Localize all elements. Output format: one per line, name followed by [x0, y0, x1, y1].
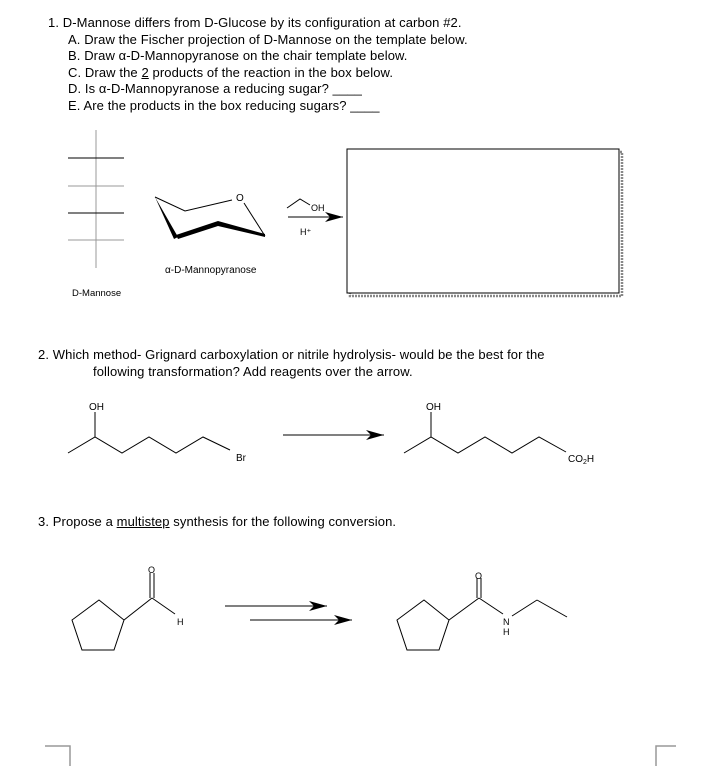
question-1-stem: 1. D-Mannose differs from D-Glucose by its configuration at carbon #2.: [48, 15, 462, 30]
bromo-alcohol-structure: [68, 412, 230, 453]
chair-ring-oxygen: O: [236, 193, 244, 204]
question-2-line1: 2. Which method- Grignard carboxylation or nitrile hydrolysis- would be the best for the: [38, 347, 545, 362]
hydroxy-acid-structure: [404, 412, 566, 453]
bromine-label: Br: [236, 453, 246, 464]
question-3-post: synthesis for the following conversion.: [169, 514, 397, 529]
question-3-pre: 3. Propose a: [38, 514, 117, 529]
product-oh-label: OH: [426, 402, 441, 413]
amide-nitrogen-label: N: [503, 617, 510, 627]
question-1d: D. Is α-D-Mannopyranose a reducing sugar? ____: [68, 81, 362, 96]
fischer-label: D-Mannose: [72, 288, 122, 299]
answer-box[interactable]: [347, 149, 622, 296]
reagent-oh: OH: [311, 203, 325, 213]
aldehyde-h-label: H: [177, 617, 184, 627]
corner-mark-left: [45, 746, 70, 766]
fischer-projection-template[interactable]: [68, 130, 124, 268]
chair-label: α-D-Mannopyranose: [165, 265, 257, 276]
amide-structure: [397, 578, 567, 650]
question-1c-number: 2: [141, 65, 149, 80]
aldehyde-oxygen-label: O: [148, 565, 156, 575]
chair-template[interactable]: [155, 193, 265, 239]
aldehyde-structure: [72, 573, 175, 650]
subscript-2: 2: [583, 459, 587, 466]
co-text: CO: [568, 454, 583, 465]
question-1c-post: products of the reaction in the box below.: [148, 65, 394, 80]
amide-oxygen-label: O: [475, 571, 483, 581]
catalyst-label: H⁺: [300, 227, 312, 237]
ethanol-structure: [287, 199, 310, 208]
question-2-line2: following transformation? Add reagents over the arrow.: [93, 364, 413, 379]
h-text: H: [586, 454, 595, 465]
question-1b: B. Draw α-D-Mannopyranose on the chair template below.: [68, 48, 408, 63]
question-1e: E. Are the products in the box reducing sugars? ____: [68, 98, 380, 113]
carboxylic-acid-label: [568, 454, 594, 466]
amide-nh-label: H: [503, 627, 510, 637]
corner-mark-right: [656, 746, 676, 766]
start-oh-label: OH: [89, 402, 104, 413]
question-1c-pre: C. Draw the: [68, 65, 142, 80]
question-3-emphasis: multistep: [116, 514, 170, 529]
question-1a: A. Draw the Fischer projection of D-Mannose on the template below.: [68, 32, 468, 47]
